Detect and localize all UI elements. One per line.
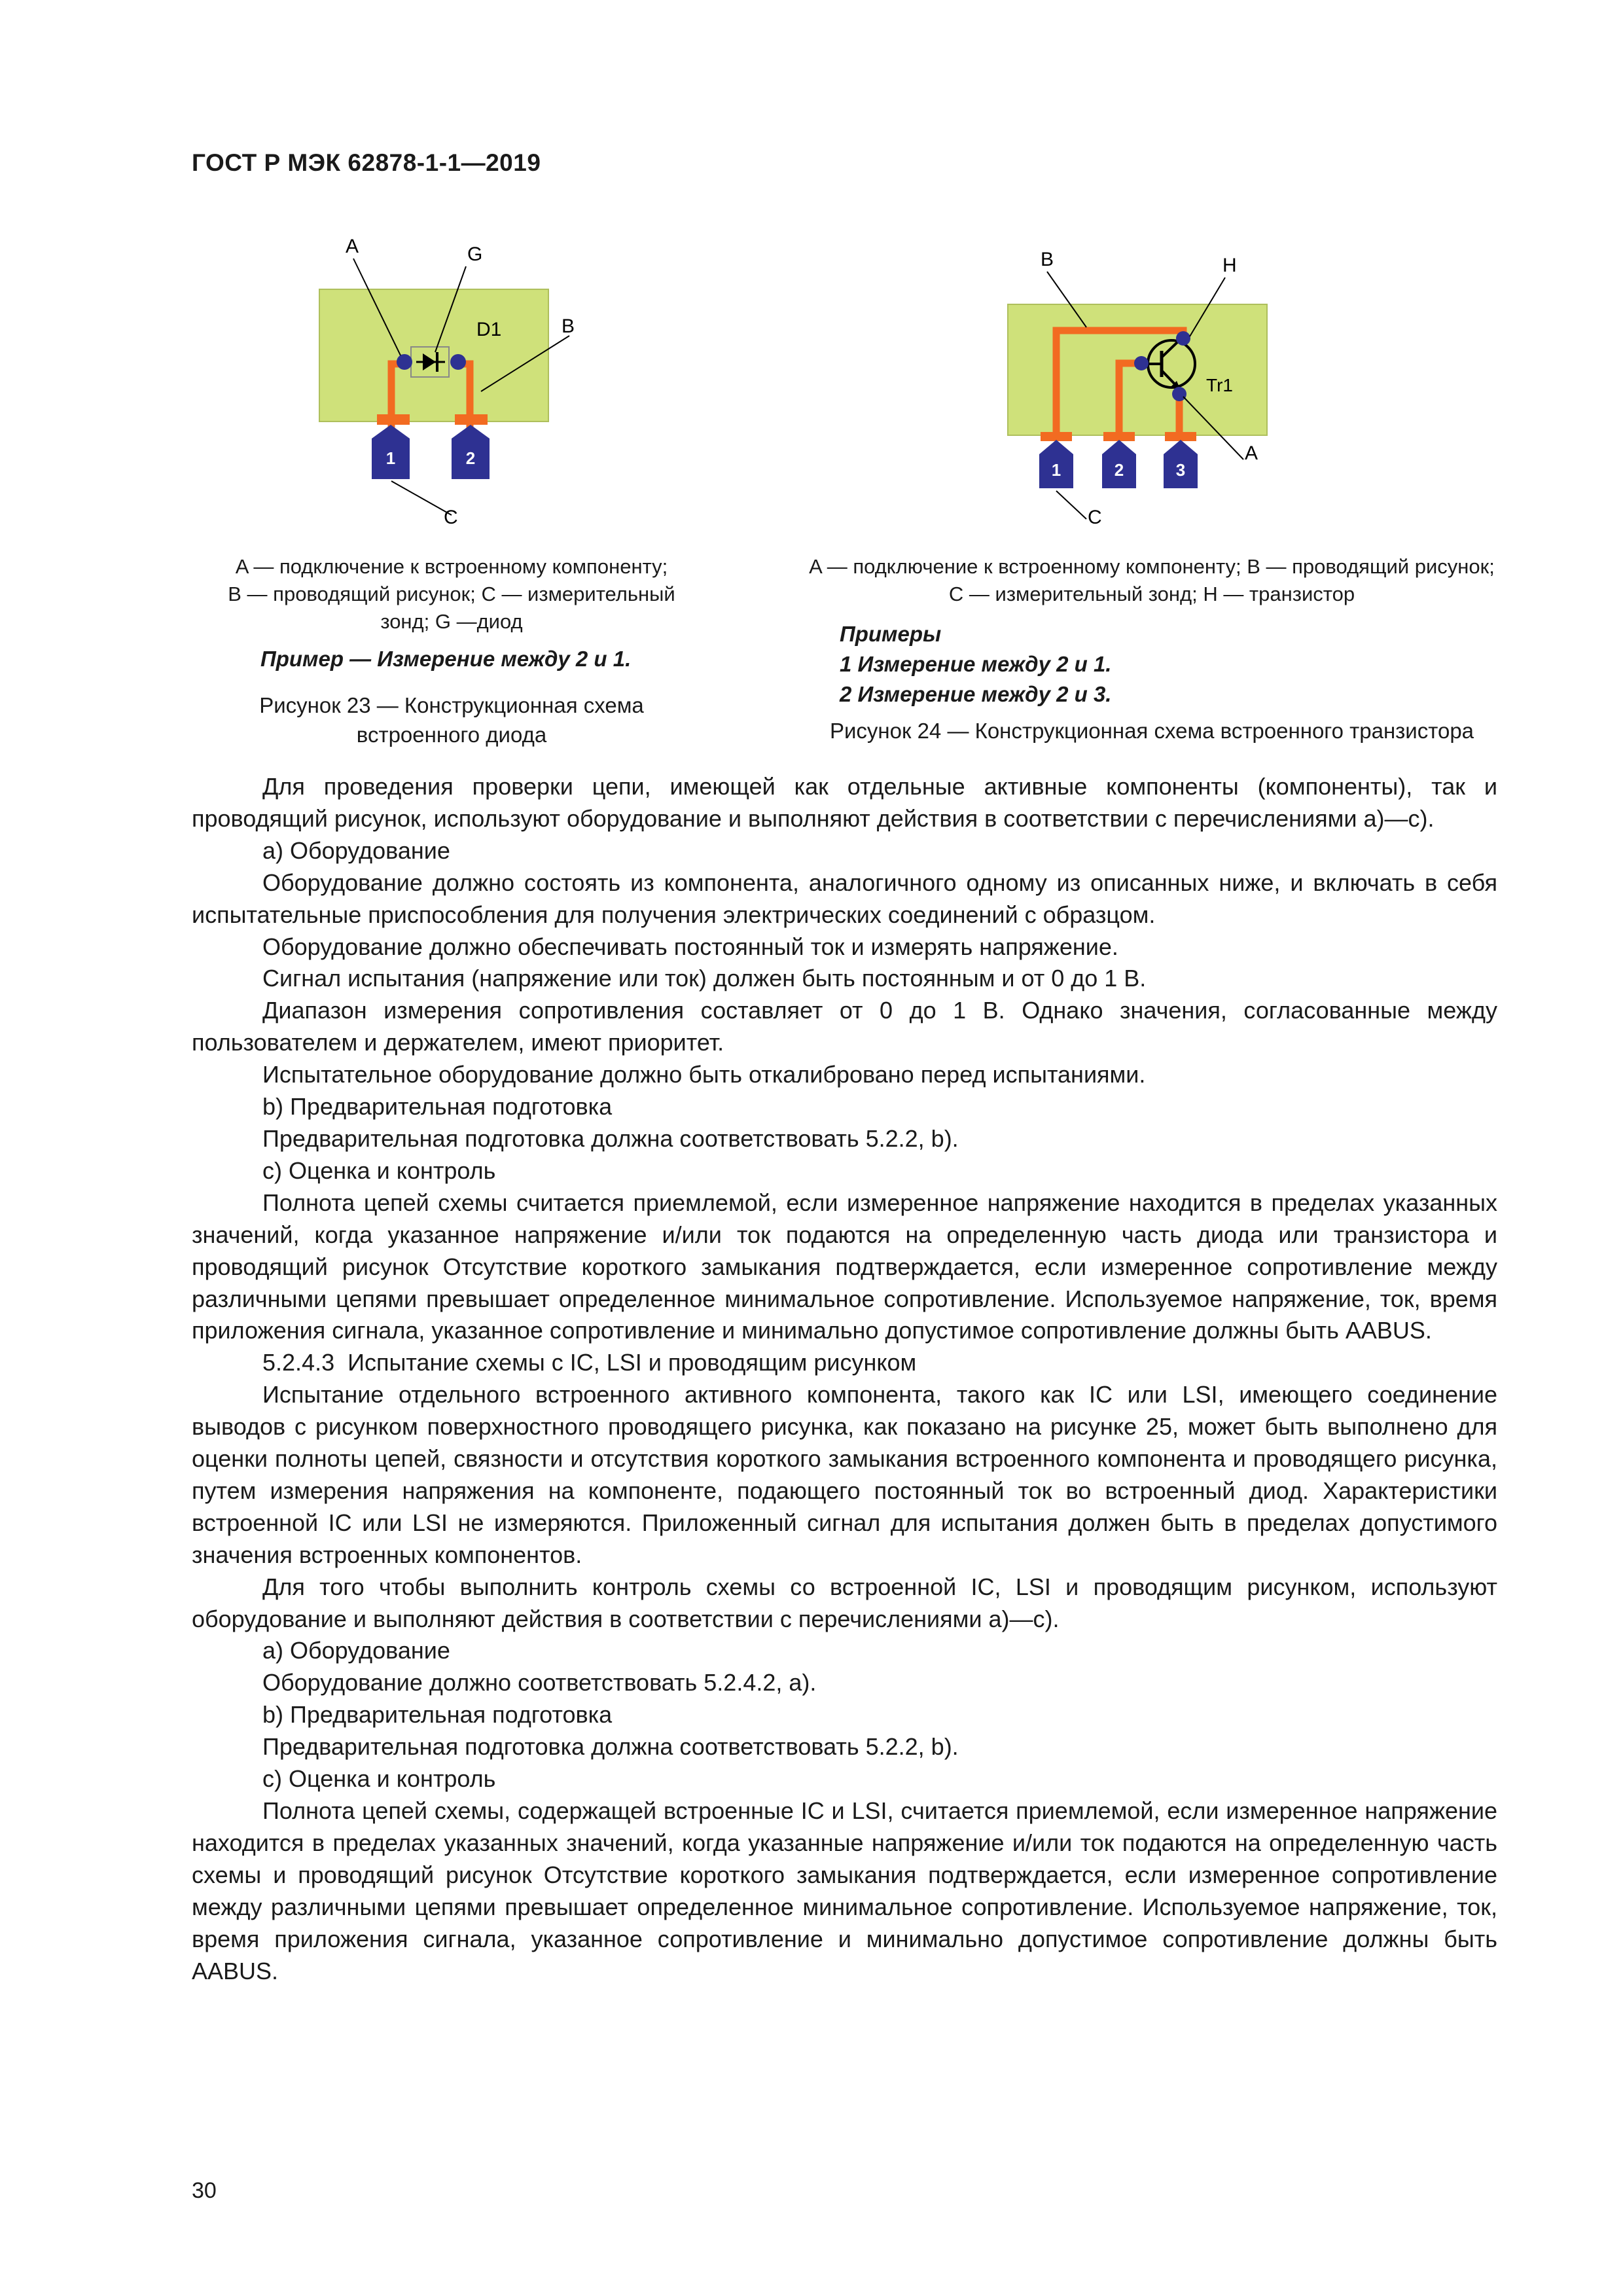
list-heading: а) Оборудование <box>262 1637 450 1664</box>
page-number: 30 <box>192 2178 217 2203</box>
connection-dot-emitter <box>1172 387 1186 401</box>
svg-text:1: 1 <box>385 448 396 468</box>
svg-text:D1: D1 <box>476 319 502 340</box>
figure-23-diagram <box>308 236 582 530</box>
svg-text:H: H <box>1222 255 1237 276</box>
svg-text:B: B <box>562 315 575 337</box>
figure-24-examples: Примеры 1 Измерение между 2 и 1. 2 Измерение между 2 и 3. <box>840 622 1112 706</box>
svg-text:G: G <box>467 243 483 265</box>
connection-dot-left <box>397 354 412 370</box>
paragraph: Полнота цепей схемы считается приемлемой, если измеренное напряжение находится в пределах указанных значений, когда указанное напряжение и/или ток подаются на определенную часть диода или транзистора и проводящий рисунок Отсутствие короткого замыкания подтверждается, если измеренное сопротивление между различными цепями превышает определенное минимальное сопротивление. Используемое напряжение, ток, время приложения сигнала, указанное сопротивление и минимально допустимое сопротивление должны быть AABUS. <box>192 1189 1497 1344</box>
paragraph: Сигнал испытания (напряжение или ток) должен быть постоянным и от 0 до 1 В. <box>262 965 1147 992</box>
connection-dot-base <box>1134 356 1149 370</box>
list-heading: b) Предварительная подготовка <box>262 1093 613 1121</box>
list-heading: а) Оборудование <box>262 836 450 864</box>
list-heading: b) Предварительная подготовка <box>262 1701 613 1729</box>
connection-dot-right <box>450 354 466 370</box>
svg-text:Tr1: Tr1 <box>1206 375 1233 395</box>
paragraph: Оборудование должно состоять из компонента, аналогичного одному из описанных ниже, и включать в себя испытательные приспособления для получения электрических соединений с образцом. <box>192 869 1497 928</box>
body-text <box>192 771 1497 1987</box>
svg-text:2: 2 <box>465 448 476 468</box>
paragraph: Оборудование должно соответствовать 5.2.4.2, а). <box>262 1669 817 1696</box>
paragraph: Испытание отдельного встроенного активного компонента, такого как IC или LSI, имеющего соединение выводов с рисунком поверхностного проводящего рисунка, как показано на рисунке 25, может быть выполнено для оценки полноты цепей, связности и отсутствия короткого замыкания встроенного компонента и проводящего рисунка, путем измерения напряжения на компоненте, подающего постоянный ток во встроенный диод. Характеристики встроенной IC или LSI не измеряются. Приложенный сигнал для испытания должен быть в пределах допустимого значения встроенных компонентов. <box>192 1381 1497 1568</box>
paragraph: Диапазон измерения сопротивления составляет от 0 до 1 В. Однако значения, согласованные между пользователем и держателем, имеют приоритет. <box>192 997 1497 1056</box>
figure-24-title: Рисунок 24 — Конструкционная схема встроенного транзистора <box>829 719 1474 743</box>
paragraph: Для проведения проверки цепи, имеющей как отдельные активные компоненты (компоненты), так и проводящий рисунок, используют оборудование и выполняют действия в соответствии с перечислениями а)—с). <box>192 773 1497 832</box>
section-heading: 5.2.4.3 Испытание схемы с IC, LSI и проводящим рисунком <box>262 1349 917 1376</box>
list-heading: с) Оценка и контроль <box>262 1157 496 1184</box>
list-heading: с) Оценка и контроль <box>262 1765 496 1793</box>
svg-text:A: A <box>346 236 359 257</box>
figure-23-title: Рисунок 23 — Конструкционная схема встроенного диода <box>259 693 644 747</box>
paragraph: Оборудование должно обеспечивать постоянный ток и измерять напряжение. <box>262 933 1118 960</box>
figure-24-caption: A — подключение к встроенному компоненту; B — проводящий рисунок; C — измерительный зонд; H — транзистор <box>809 555 1495 605</box>
paragraph: Предварительная подготовка должна соответствовать 5.2.2, b). <box>262 1733 959 1761</box>
svg-text:C: C <box>444 507 458 528</box>
paragraph: Испытательное оборудование должно быть откалибровано перед испытаниями. <box>262 1061 1146 1088</box>
svg-text:1: 1 <box>1051 460 1061 480</box>
figure-23-example: Пример — Измерение между 2 и 1. <box>260 647 632 671</box>
paragraph: Предварительная подготовка должна соответствовать 5.2.2, b). <box>262 1124 959 1152</box>
svg-text:B: B <box>1041 249 1054 270</box>
svg-text:3: 3 <box>1175 460 1186 480</box>
paragraph: Полнота цепей схемы, содержащей встроенные IC и LSI, считается приемлемой, если измеренное напряжение находится в пределах указанных значений, когда указанные напряжение и/или ток подаются на определенную часть схемы и проводящий рисунок Отсутствие короткого замыкания подтверждается, если измеренное сопротивление между различными цепями превышает определенное минимальное сопротивление. Используемое напряжение, ток, время приложения сигнала, указанное сопротивление и минимально допустимое сопротивление должны быть AABUS. <box>192 1797 1497 1984</box>
figure-24-diagram <box>982 242 1289 530</box>
svg-text:A: A <box>1245 442 1258 464</box>
svg-text:2: 2 <box>1114 460 1124 480</box>
document-header: ГОСТ Р МЭК 62878-1-1—2019 <box>192 149 541 176</box>
figure-23-caption: A — подключение к встроенному компоненту; B — проводящий рисунок; C — измерительный зонд; G —диод <box>228 555 675 633</box>
paragraph: Для того чтобы выполнить контроль схемы со встроенной IC, LSI и проводящим рисунком, используют оборудование и выполняют действия в соответствии с перечислениями а)—с). <box>192 1573 1497 1632</box>
connection-dot-collector <box>1176 331 1190 346</box>
board <box>1008 304 1267 435</box>
svg-text:C: C <box>1088 507 1102 528</box>
